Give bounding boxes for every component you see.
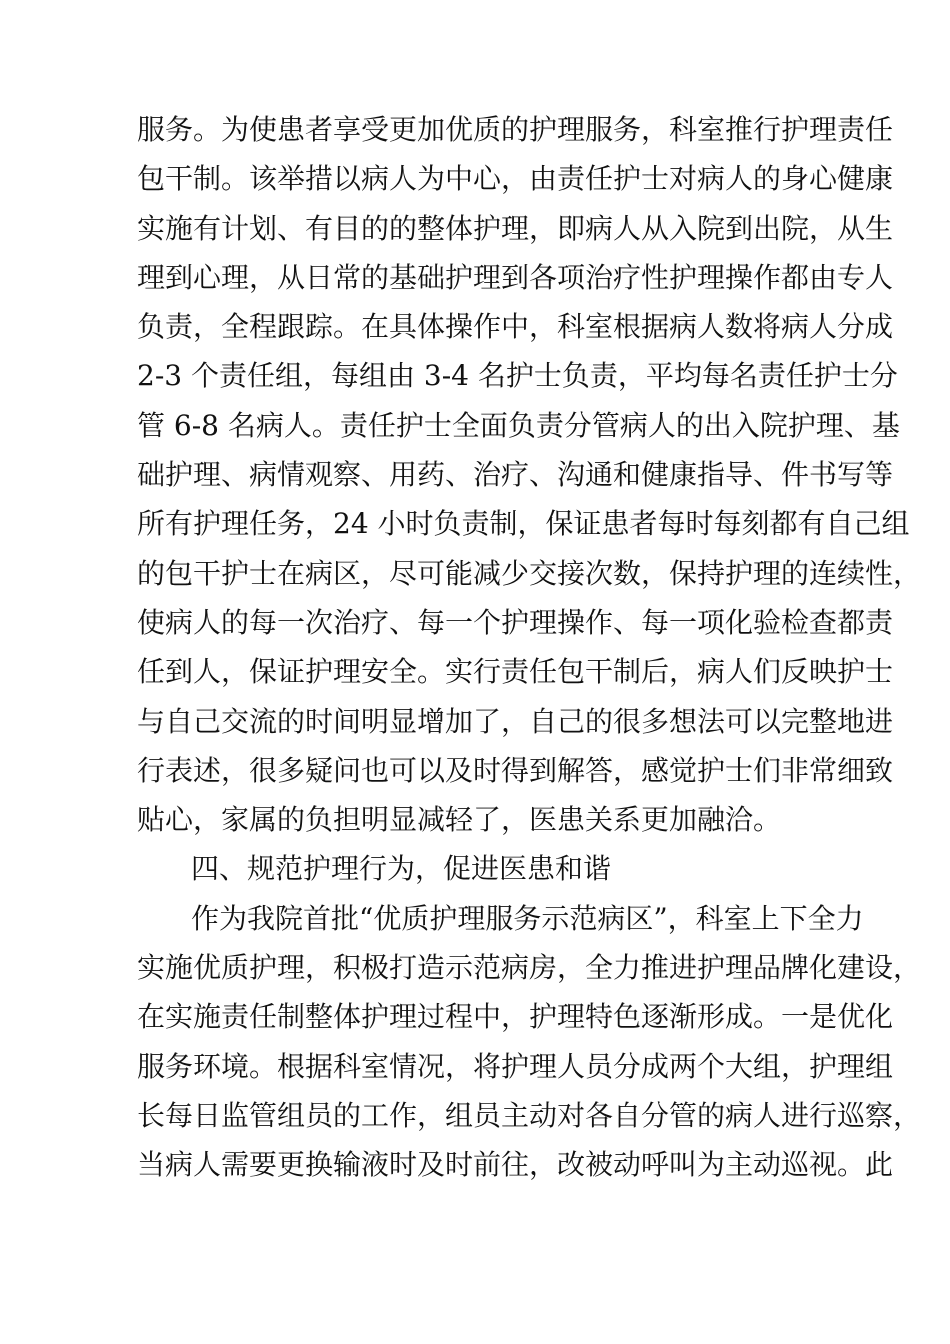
text-line: 任到人，保证护理安全。实行责任包干制后，病人们反映护士 [137,655,894,689]
text-line: 包干制。该举措以病人为中心，由责任护士对病人的身心健康 [137,162,894,196]
text-line: 贴心，家属的负担明显减轻了，医患关系更加融洽。 [137,803,782,837]
text-line: 使病人的每一次治疗、每一个护理操作、每一项化验检查都责 [137,605,894,639]
text-line: 础护理、病情观察、用药、治疗、沟通和健康指导、件书写等 [137,458,894,492]
text-line: 当病人需要更换输液时及时前往，改被动呼叫为主动巡视。此 [137,1148,894,1182]
text-line: 实施优质护理，积极打造示范病房，全力推进护理品牌化建设， [137,951,922,985]
text-line: 服务环境。根据科室情况，将护理人员分成两个大组，护理组 [137,1049,894,1083]
section-heading: 四、规范护理行为，促进医患和谐 [191,852,612,886]
text-line: 长每日监管组员的工作，组员主动对各自分管的病人进行巡察， [137,1098,922,1132]
text-line: 所有护理任务，24 小时负责制，保证患者每时每刻都有自己组 [137,507,910,541]
text-line: 实施有计划、有目的的整体护理，即病人从入院到出院，从生 [137,211,894,245]
text-line: 的包干护士在病区，尽可能减少交接次数，保持护理的连续性， [137,556,922,590]
text-line: 与自己交流的时间明显增加了，自己的很多想法可以完整地进 [137,704,894,738]
text-line: 理到心理，从日常的基础护理到各项治疗性护理操作都由专人 [137,260,894,294]
text-line: 负责，全程跟踪。在具体操作中，科室根据病人数将病人分成 [137,310,894,344]
body-text [137,105,922,1190]
text-line: 2-3 个责任组，每组由 3-4 名护士负责，平均每名责任护士分 [137,359,898,393]
text-line: 作为我院首批“优质护理服务示范病区”，科室上下全力 [191,901,864,935]
text-line: 行表述，很多疑问也可以及时得到解答，感觉护士们非常细致 [137,753,894,787]
text-line: 管 6-8 名病人。责任护士全面负责分管病人的出入院护理、基 [137,408,900,442]
text-line: 在实施责任制整体护理过程中，护理特色逐渐形成。一是优化 [137,1000,894,1034]
text-line: 服务。为使患者享受更加优质的护理服务，科室推行护理责任 [137,113,894,146]
